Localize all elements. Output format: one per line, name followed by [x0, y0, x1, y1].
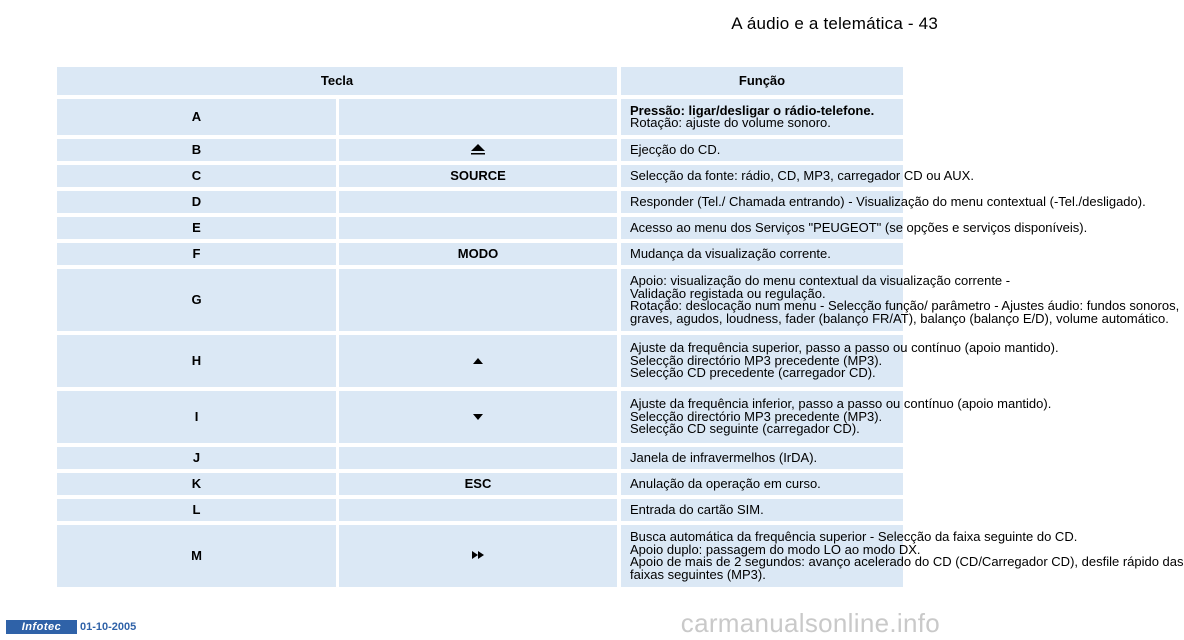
row-key	[339, 525, 621, 587]
row-key: MODO	[339, 243, 621, 265]
footer-date: 01-10-2005	[80, 621, 137, 633]
row-function	[621, 335, 1059, 387]
row-key	[339, 191, 621, 213]
function-line: Janela de infravermelhos (IrDA).	[630, 449, 818, 465]
row-key	[339, 391, 621, 443]
function-line: faixas seguintes (MP3).	[630, 566, 766, 582]
function-line: Apoio de mais de 2 segundos: avanço acelerado do CD (CD/Carregador CD), desfile rápido das	[630, 554, 1184, 569]
row-letter: L	[57, 499, 339, 521]
row-function	[621, 165, 974, 187]
function-line: graves, agudos, loudness, fader (balanço FR/AT), balanço (balanço E/D), volume automático.	[630, 310, 1169, 326]
row-letter: F	[57, 243, 339, 265]
row-function	[621, 99, 903, 135]
page-title: A áudio e a telemática - 43	[731, 14, 938, 33]
row-key: ESC	[339, 473, 621, 495]
table-row	[57, 217, 903, 239]
table-row	[57, 499, 903, 521]
row-letter: B	[57, 139, 339, 161]
row-key	[339, 99, 621, 135]
row-function	[621, 499, 903, 521]
table-row	[57, 473, 903, 495]
column-header-function: Função	[621, 67, 903, 95]
function-line: Selecção CD precedente (carregador CD).	[630, 365, 876, 381]
row-function	[621, 269, 1180, 331]
row-letter: D	[57, 191, 339, 213]
function-line: Ajuste da frequência superior, passo a passo ou contínuo (apoio mantido).	[630, 340, 1059, 356]
function-line: Selecção directório MP3 precedente (MP3).	[630, 408, 883, 424]
function-line: Selecção da fonte: rádio, CD, MP3, carregador CD ou AUX.	[630, 167, 974, 183]
row-key	[339, 499, 621, 521]
row-function	[621, 243, 903, 265]
function-line: Rotação: deslocação num menu - Selecção função/ parâmetro - Ajustes áudio: fundos sonoros,	[630, 298, 1180, 313]
function-line: Pressão: ligar/desligar o rádio-telefone.	[630, 102, 875, 118]
row-letter: C	[57, 165, 339, 187]
row-letter: J	[57, 447, 339, 469]
row-key	[339, 335, 621, 387]
row-letter: H	[57, 335, 339, 387]
table-row	[57, 525, 903, 587]
row-letter: E	[57, 217, 339, 239]
row-function	[621, 391, 1052, 443]
function-line: Validação registada ou regulação.	[630, 285, 826, 301]
row-key	[339, 447, 621, 469]
function-line: Ajuste da frequência inferior, passo a passo ou contínuo (apoio mantido).	[630, 396, 1052, 412]
row-function	[621, 139, 903, 161]
table-row	[57, 447, 903, 469]
row-function	[621, 217, 1088, 239]
function-line: Apoio: visualização do menu contextual da visualização corrente -	[630, 273, 1011, 288]
row-function	[621, 473, 903, 495]
function-line: Responder (Tel./ Chamada entrando) - Visualização do menu contextual (-Tel./desligado).	[630, 193, 1146, 209]
table-row	[57, 269, 903, 331]
row-letter: K	[57, 473, 339, 495]
table-row	[57, 391, 903, 443]
function-line: Selecção CD seguinte (carregador CD).	[630, 421, 860, 437]
row-letter: I	[57, 391, 339, 443]
table-row	[57, 165, 903, 187]
row-key: SOURCE	[339, 165, 621, 187]
function-line: Mudança da visualização corrente.	[630, 245, 831, 261]
function-line: Ejecção do CD.	[630, 141, 721, 157]
eject-icon	[470, 143, 486, 158]
triangle-down-icon	[472, 411, 484, 424]
row-key	[339, 139, 621, 161]
row-function	[621, 191, 1146, 213]
function-line: Acesso ao menu dos Serviços "PEUGEOT" (se opções e serviços disponíveis).	[630, 219, 1088, 235]
fast-forward-icon	[471, 550, 485, 563]
function-line: Entrada do cartão SIM.	[630, 501, 764, 517]
row-letter: M	[57, 525, 339, 587]
row-letter: A	[57, 99, 339, 135]
function-line: Rotação: ajuste do volume sonoro.	[630, 115, 831, 130]
row-function	[621, 447, 903, 469]
function-table	[57, 63, 1184, 591]
row-letter: G	[57, 269, 339, 331]
table-header-row	[57, 67, 903, 95]
column-header-key: Tecla	[57, 67, 621, 95]
table-row	[57, 99, 903, 135]
function-line: Anulação da operação em curso.	[630, 475, 821, 491]
table-row	[57, 335, 903, 387]
watermark: carmanualsonline.info	[680, 608, 940, 638]
table-row	[57, 191, 903, 213]
function-line: Selecção directório MP3 precedente (MP3).	[630, 352, 883, 368]
table-row	[57, 139, 903, 161]
function-line: Busca automática da frequência superior - Selecção da faixa seguinte do CD.	[630, 529, 1078, 544]
row-key	[339, 269, 621, 331]
row-key	[339, 217, 621, 239]
row-function	[621, 525, 1184, 587]
infotec-logo: Infotec	[6, 620, 77, 634]
table-body	[57, 99, 1184, 587]
table-row	[57, 243, 903, 265]
function-line: Apoio duplo: passagem do modo LO ao modo DX.	[630, 541, 921, 557]
triangle-up-icon	[472, 355, 484, 368]
